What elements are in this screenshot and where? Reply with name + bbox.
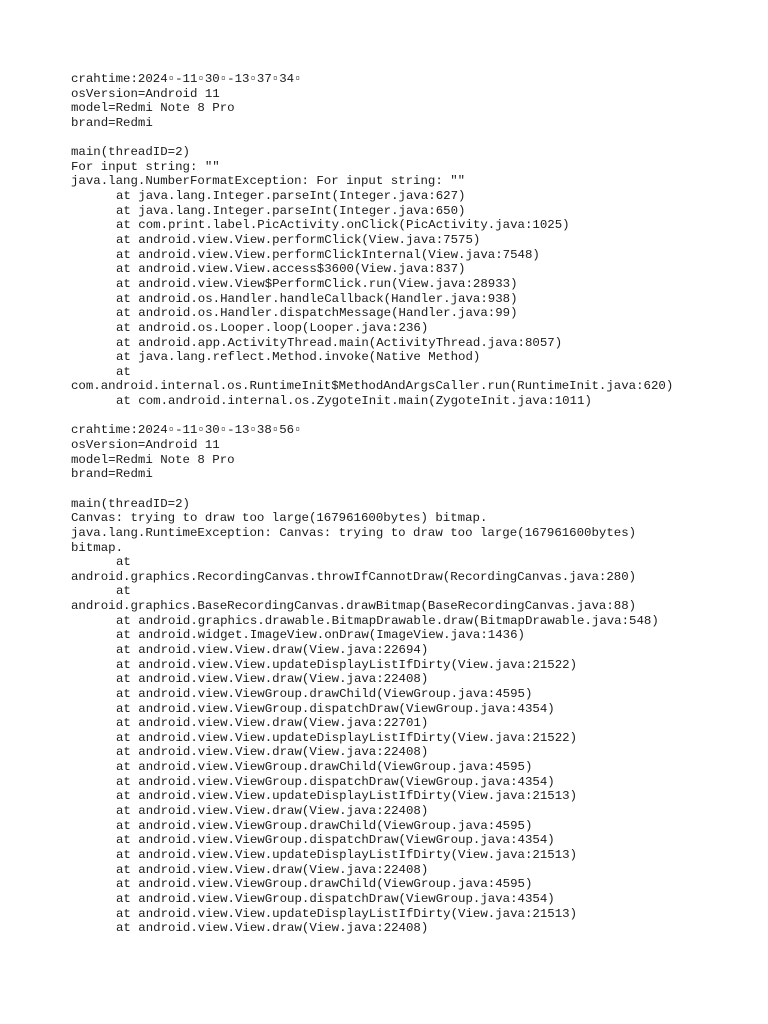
stack-frame: at java.lang.Integer.parseInt(Integer.java:627) xyxy=(116,189,466,204)
stack-frame: at android.view.View.access$3600(View.java:837) xyxy=(116,262,466,277)
stack-frame: at android.view.ViewGroup.dispatchDraw(ViewGroup.java:4354) xyxy=(116,833,555,848)
stack-frame: at android.os.Handler.handleCallback(Handler.java:938) xyxy=(116,291,518,306)
stack-frame: at android.view.View.performClickInternal(View.java:7548) xyxy=(116,247,540,262)
crash-time: crahtime:2024▫-11▫30▫-13▫37▫34▫ xyxy=(71,72,302,86)
stack-frame: at android.widget.ImageView.onDraw(ImageView.java:1436) xyxy=(116,628,525,643)
stack-frame: at android.view.View.updateDisplayListIfDirty(View.java:21522) xyxy=(116,730,578,745)
stack-frame: at android.view.View.draw(View.java:22408) xyxy=(116,672,429,687)
stack-frame: at android.os.Handler.dispatchMessage(Handler.java:99) xyxy=(116,306,518,321)
stack-frame-wrapped: android.graphics.RecordingCanvas.throwIfCannotDraw(RecordingCanvas.java:280) xyxy=(71,569,637,584)
exception-line: java.lang.NumberFormatException: For input string: "" xyxy=(71,174,466,189)
blank-line xyxy=(71,131,761,146)
device-brand: brand=Redmi xyxy=(71,115,153,130)
device-brand: brand=Redmi xyxy=(71,467,153,482)
stack-frame: at android.view.View$PerformClick.run(View.java:28933) xyxy=(116,276,518,291)
stack-frame: at android.view.ViewGroup.drawChild(ViewGroup.java:4595) xyxy=(116,760,533,775)
exception-line-continued: bitmap. xyxy=(71,540,124,555)
stack-frame: at android.os.Looper.loop(Looper.java:236) xyxy=(116,320,429,335)
error-message: Canvas: trying to draw too large(167961600bytes) bitmap. xyxy=(71,511,488,526)
device-model: model=Redmi Note 8 Pro xyxy=(71,452,235,467)
blank-line xyxy=(71,482,761,497)
stack-frame: at android.view.View.draw(View.java:22408) xyxy=(116,921,429,936)
stack-frame: at com.android.internal.os.ZygoteInit.main(ZygoteInit.java:1011) xyxy=(116,394,592,409)
stack-frame-wrapped: com.android.internal.os.RuntimeInit$MethodAndArgsCaller.run(RuntimeInit.java:620) xyxy=(71,379,674,394)
stack-frame: at android.view.View.draw(View.java:22408) xyxy=(116,745,429,760)
stack-frame: at android.view.View.draw(View.java:22408) xyxy=(116,862,429,877)
stack-frame: at android.view.View.updateDisplayListIfDirty(View.java:21513) xyxy=(116,847,578,862)
stack-frame: at java.lang.Integer.parseInt(Integer.java:650) xyxy=(116,203,466,218)
stack-frame: at android.view.ViewGroup.dispatchDraw(ViewGroup.java:4354) xyxy=(116,774,555,789)
error-message: For input string: "" xyxy=(71,159,220,174)
stack-frame: at android.view.View.draw(View.java:22408) xyxy=(116,804,429,819)
stack-frame: at android.view.ViewGroup.drawChild(ViewGroup.java:4595) xyxy=(116,686,533,701)
stack-frame: at xyxy=(116,364,131,379)
stack-frame: at android.view.ViewGroup.dispatchDraw(ViewGroup.java:4354) xyxy=(116,701,555,716)
os-version: osVersion=Android 11 xyxy=(71,438,220,453)
stack-frame: at android.view.View.updateDisplayListIfDirty(View.java:21513) xyxy=(116,789,578,804)
device-model: model=Redmi Note 8 Pro xyxy=(71,101,235,116)
stack-frame: at android.graphics.drawable.BitmapDrawable.draw(BitmapDrawable.java:548) xyxy=(116,613,659,628)
stack-frame: at android.view.ViewGroup.drawChild(ViewGroup.java:4595) xyxy=(116,818,533,833)
stack-frame: at com.print.label.PicActivity.onClick(PicActivity.java:1025) xyxy=(116,218,570,233)
stack-frame: at android.app.ActivityThread.main(ActivityThread.java:8057) xyxy=(116,335,563,350)
stack-frame: at java.lang.reflect.Method.invoke(Native Method) xyxy=(116,350,481,365)
stack-frame: at android.view.ViewGroup.drawChild(ViewGroup.java:4595) xyxy=(116,877,533,892)
stack-frame: at android.view.View.performClick(View.java:7575) xyxy=(116,233,481,248)
thread-name: main(threadID=2) xyxy=(71,496,190,511)
crash-time: crahtime:2024▫-11▫30▫-13▫38▫56▫ xyxy=(71,423,302,438)
thread-name: main(threadID=2) xyxy=(71,145,190,160)
stack-frame: at xyxy=(116,584,131,599)
crash-report-1 xyxy=(71,72,761,409)
stack-frame: at android.view.View.updateDisplayListIfDirty(View.java:21513) xyxy=(116,906,578,921)
stack-frame-wrapped: android.graphics.BaseRecordingCanvas.drawBitmap(BaseRecordingCanvas.java:88) xyxy=(71,599,637,614)
os-version: osVersion=Android 11 xyxy=(71,86,220,101)
crash-report-2 xyxy=(71,423,761,935)
blank-line xyxy=(71,409,761,424)
stack-frame: at android.view.View.draw(View.java:22694) xyxy=(116,642,429,657)
stack-frame: at android.view.View.updateDisplayListIfDirty(View.java:21522) xyxy=(116,657,578,672)
stack-frame: at android.view.ViewGroup.dispatchDraw(ViewGroup.java:4354) xyxy=(116,891,555,906)
exception-line: java.lang.RuntimeException: Canvas: trying to draw too large(167961600bytes) xyxy=(71,525,637,540)
stack-frame: at android.view.View.draw(View.java:22701) xyxy=(116,716,429,731)
crash-log xyxy=(71,72,761,936)
stack-frame: at xyxy=(116,555,131,570)
